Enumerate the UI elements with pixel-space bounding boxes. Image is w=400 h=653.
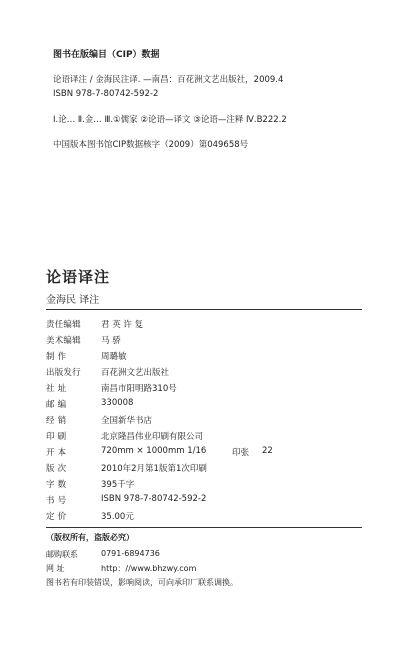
website-url[interactable]: http：//www.bhzwy.com — [101, 564, 197, 573]
credit-value: 395千字 — [101, 480, 135, 490]
cip-line-isbn: ISBN 978-7-80742-592-2 — [53, 89, 159, 99]
credit-label: 定 价 — [46, 512, 67, 522]
cip-line-title: 论语译注 / 金海民注译. —南昌：百花洲文艺出版社，2009.4 — [53, 75, 284, 85]
rule-top — [46, 309, 362, 310]
credit-label: 制 作 — [46, 352, 67, 362]
credit-label: 出版发行 — [46, 368, 81, 378]
book-author: 金海民 译注 — [46, 295, 100, 306]
credit-label: 书 号 — [46, 496, 67, 506]
credit-value: 君 英 许 复 — [101, 320, 144, 330]
credit-label: 经 销 — [46, 416, 67, 426]
book-title: 论语译注 — [46, 268, 111, 286]
credit-label: 字 数 — [46, 480, 67, 490]
rule-bottom — [46, 527, 362, 528]
credit-value: 全国新华书店 — [101, 416, 153, 426]
sheet-value: 22 — [262, 446, 273, 456]
credit-label: 邮 编 — [46, 400, 67, 410]
mail-order-label: 邮购联系 — [46, 550, 78, 559]
cip-heading: 图书在版编目（CIP）数据 — [53, 50, 160, 60]
cip-line-record: 中国版本图书馆CIP数据核字（2009）第049658号 — [53, 140, 249, 150]
credit-value: 百花洲文艺出版社 — [101, 368, 170, 378]
credit-label: 社 址 — [46, 384, 67, 394]
credit-value: 330008 — [101, 398, 134, 408]
credit-value: 720mm × 1000mm 1/16 — [101, 446, 207, 456]
credit-label: 开 本 — [46, 448, 67, 458]
website-label: 网 址 — [46, 564, 65, 573]
credit-value: 周璐敏 — [101, 352, 127, 362]
rights-notice: （版权所有，盗版必究） — [46, 533, 134, 542]
mail-order-phone: 0791-6894736 — [101, 549, 160, 558]
credit-label: 印 刷 — [46, 432, 67, 442]
credit-label: 美术编辑 — [46, 336, 81, 346]
credit-value: ISBN 978-7-80742-592-2 — [101, 494, 207, 504]
cip-line-classification: Ⅰ.论… Ⅱ.金… Ⅲ.①儒家 ②论语—译文 ③论语—注释 Ⅳ.B222.2 — [53, 115, 287, 125]
credit-value: 北京隆昌伟业印刷有限公司 — [101, 432, 204, 442]
credit-value: 马 骄 — [101, 336, 121, 346]
credit-value: 南昌市阳明路310号 — [101, 384, 177, 394]
credit-value: 35.00元 — [101, 512, 134, 522]
credit-label: 责任编辑 — [46, 320, 81, 330]
misprint-notice: 图书若有印装错误，影响阅读，可向承印厂联系调换。 — [46, 578, 238, 587]
credit-value: 2010年2月第1版第1次印刷 — [101, 464, 207, 474]
credit-label: 版 次 — [46, 464, 67, 474]
sheet-label: 印张 — [232, 448, 250, 458]
